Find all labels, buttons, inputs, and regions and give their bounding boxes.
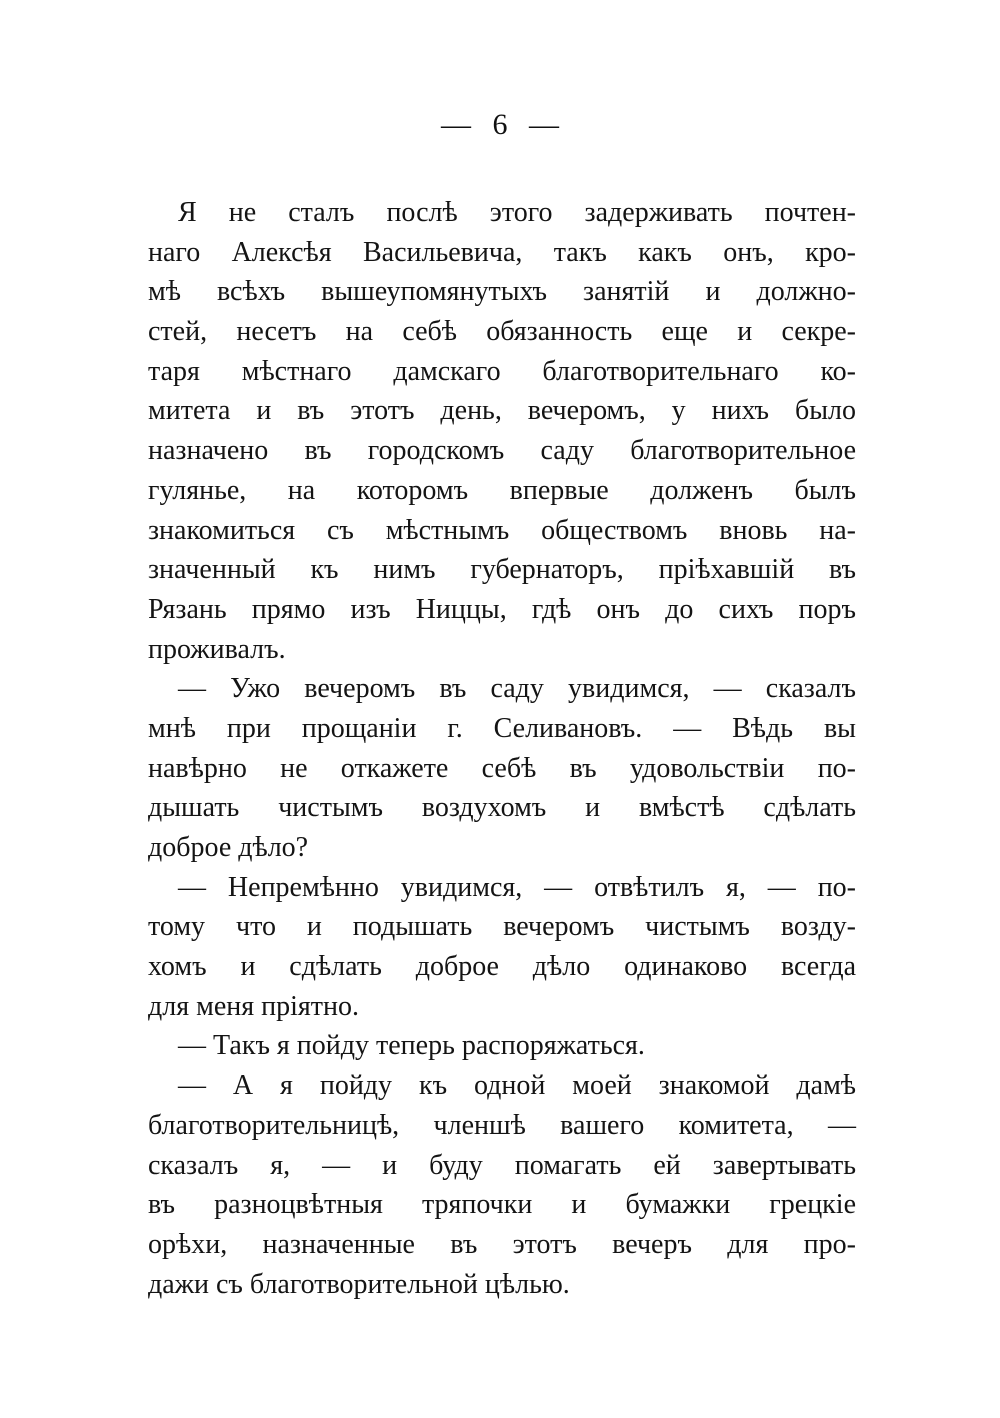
- text-line: — Непремѣнно увидимся, — отвѣтилъ я, — по-: [178, 871, 856, 903]
- text-line: назначено въ городскомъ саду благотворительное: [148, 435, 856, 467]
- text-line: благотворительницѣ, членшѣ вашего комитета, —: [148, 1109, 856, 1141]
- body-text: [148, 193, 856, 1304]
- text-line: дажи съ благотворительной цѣлью.: [148, 1268, 570, 1300]
- text-line: тому что и подышать вечеромъ чистымъ возду-: [148, 911, 856, 943]
- text-line: мѣ всѣхъ вышеупомянутыхъ занятій и должно-: [148, 276, 856, 308]
- text-line: доброе дѣло?: [148, 832, 309, 863]
- text-line: знакомиться съ мѣстнымъ обществомъ вновь на-: [148, 514, 856, 546]
- text-line: дышать чистымъ воздухомъ и вмѣстѣ сдѣлать: [148, 792, 856, 824]
- text-line: таря мѣстнаго дамскаго благотворительнаго ко-: [148, 355, 856, 387]
- text-line: — Ужо вечеромъ въ саду увидимся, — сказалъ: [178, 673, 856, 705]
- page-number: — 6 —: [441, 108, 559, 141]
- text-line: гулянье, на которомъ впервые долженъ былъ: [148, 474, 856, 506]
- text-line: наго Алексѣя Васильевича, такъ какъ онъ, кро-: [148, 236, 856, 268]
- text-line: въ разноцвѣтныя тряпочки и бумажки грецкіе: [148, 1189, 856, 1221]
- text-line: орѣхи, назначенные въ этотъ вечеръ для про-: [148, 1228, 856, 1260]
- text-line: значенный къ нимъ губернаторъ, пріѣхавшій въ: [148, 554, 856, 586]
- text-line: хомъ и сдѣлать доброе дѣло одинаково всегда: [148, 951, 856, 983]
- text-line: проживалъ.: [148, 633, 286, 665]
- text-line: — Такъ я пойду теперь распоряжаться.: [178, 1030, 645, 1062]
- text-line: — А я пойду къ одной моей знакомой дамѣ: [178, 1070, 856, 1102]
- text-line: для меня пріятно.: [148, 990, 359, 1022]
- text-line: митета и въ этотъ день, вечеромъ, у нихъ было: [148, 395, 856, 427]
- text-line: Я не сталъ послѣ этого задерживать почтен-: [178, 197, 856, 228]
- text-line: мнѣ при прощаніи г. Селивановъ. — Вѣдь вы: [148, 712, 856, 744]
- text-line: навѣрно не откажете себѣ въ удовольствіи по-: [148, 752, 856, 784]
- text-line: сказалъ я, — и буду помагать ей завертывать: [148, 1149, 856, 1181]
- text-line: Рязань прямо изъ Ниццы, гдѣ онъ до сихъ поръ: [148, 593, 856, 625]
- text-line: стей, несетъ на себѣ обязанность еще и секре-: [148, 316, 856, 348]
